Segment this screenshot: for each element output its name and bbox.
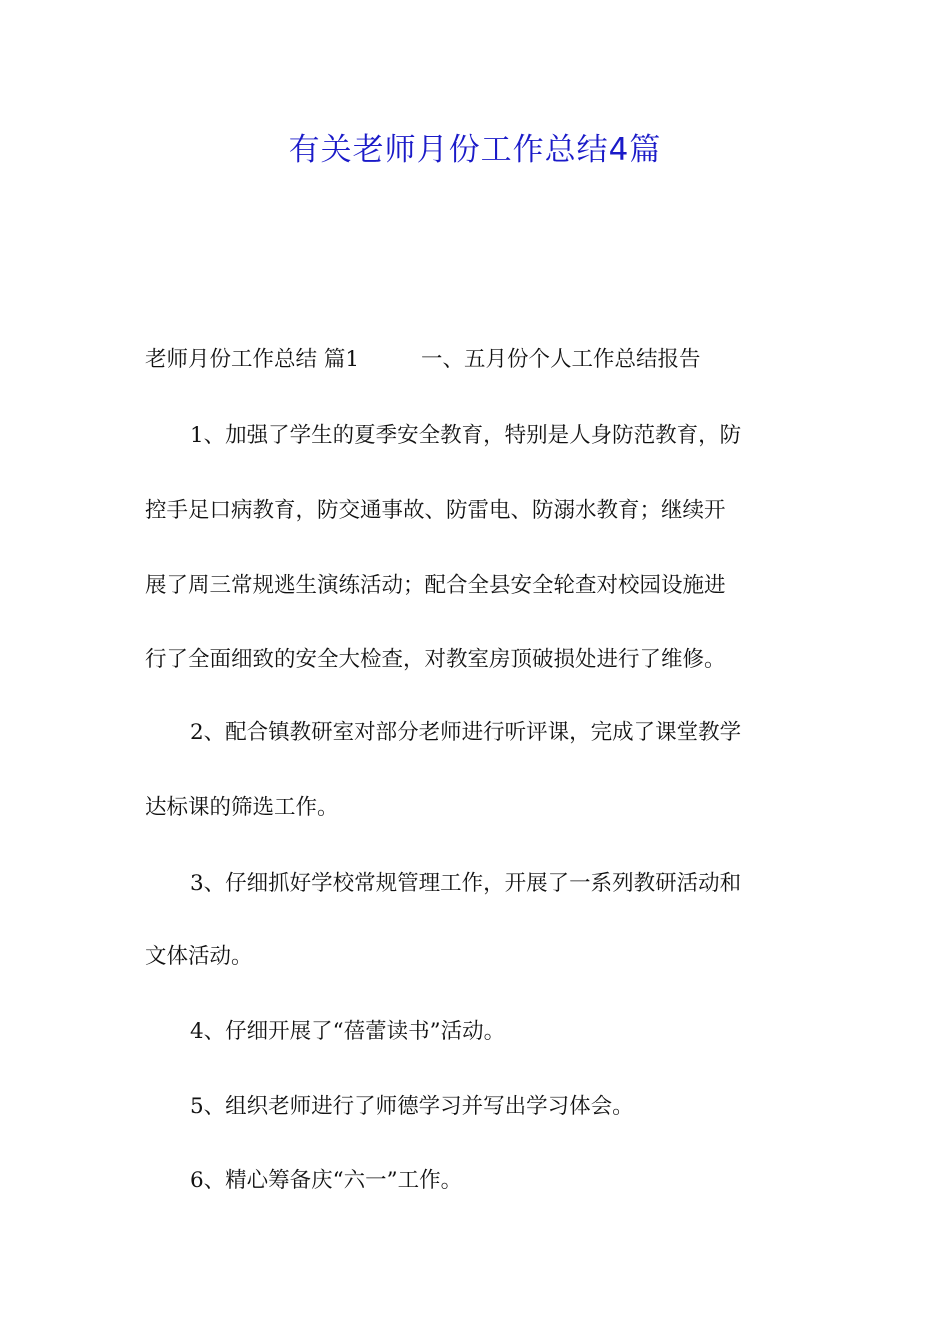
- paragraph-line: 控手足口病教育，防交通事故、防雷电、防溺水教育；继续开: [145, 498, 726, 523]
- paragraph-line: 3、仔细抓好学校常规管理工作，开展了一系列教研活动和: [190, 871, 742, 896]
- paragraph-line: 达标课的筛选工作。: [145, 795, 339, 820]
- paragraph-line: 行了全面细致的安全大检查，对教室房顶破损处进行了维修。: [145, 647, 726, 672]
- paragraph-line: 1、加强了学生的夏季安全教育，特别是人身防范教育，防: [190, 423, 742, 448]
- paragraph-line: 2、配合镇教研室对部分老师进行听评课，完成了课堂教学: [190, 720, 742, 745]
- paragraph-line: 4、仔细开展了“蓓蕾读书”活动。: [190, 1019, 506, 1044]
- paragraph-line: 5、组织老师进行了师德学习并写出学习体会。: [190, 1094, 634, 1119]
- paragraph-line: 文体活动。: [145, 944, 253, 969]
- paragraph-line: 6、精心筹备庆“六一”工作。: [190, 1168, 463, 1193]
- paragraph-line: 展了周三常规逃生演练活动；配合全县安全轮查对校园设施进: [145, 573, 726, 598]
- document-title: 有关老师月份工作总结4篇: [288, 132, 662, 168]
- subsection-heading: 一、五月份个人工作总结报告: [421, 347, 701, 372]
- intro-line: [145, 345, 810, 375]
- section-heading: 老师月份工作总结 篇1: [145, 347, 360, 372]
